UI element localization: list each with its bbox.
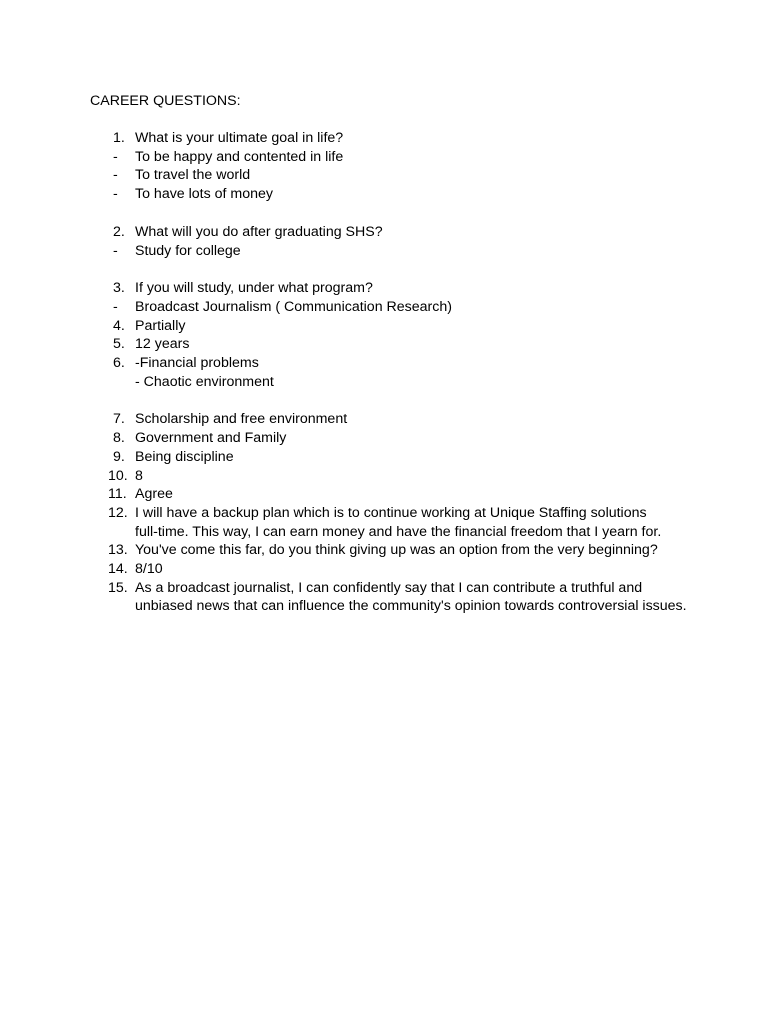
- list-item-text: 8: [135, 467, 143, 484]
- list-item: [108, 560, 748, 579]
- list-item-text: unbiased news that can influence the community's opinion towards controversial issues.: [135, 598, 687, 615]
- list-marker: -: [113, 186, 118, 203]
- list-item-text: Study for college: [135, 242, 241, 259]
- list-item-text: I will have a backup plan which is to continue working at Unique Staffing solutions: [135, 504, 647, 521]
- blank-line: [108, 260, 748, 279]
- list-item: [108, 467, 748, 486]
- list-item-text: Partially: [135, 317, 186, 334]
- list-marker: [108, 597, 135, 616]
- list-item: [108, 298, 748, 317]
- blank-line: [108, 204, 748, 223]
- list-item: [108, 317, 748, 336]
- list-item: [108, 223, 748, 242]
- list-marker: -: [113, 167, 118, 184]
- list-item-text: If you will study, under what program?: [135, 280, 373, 297]
- list-item-text: 8/10: [135, 561, 163, 578]
- list-marker: 14.: [108, 561, 128, 578]
- list-item: [108, 448, 748, 467]
- list-marker: 6.: [113, 355, 125, 372]
- list-item: [108, 504, 748, 523]
- list-item: [108, 579, 748, 598]
- list-marker: 11.: [108, 486, 127, 503]
- list-item-text: What will you do after graduating SHS?: [135, 223, 383, 240]
- blank-line: [108, 391, 748, 410]
- list-item-text: - Chaotic environment: [135, 373, 274, 390]
- list-item-continuation: [108, 373, 748, 392]
- list-marker: -: [113, 242, 118, 259]
- list-item: [108, 335, 748, 354]
- list-item: [108, 410, 748, 429]
- list-marker: -: [113, 298, 118, 315]
- list-item-text: To have lots of money: [135, 186, 274, 203]
- list-item-text: To travel the world: [135, 167, 251, 184]
- list-item: [108, 129, 748, 148]
- list-item-text: Scholarship and free environment: [135, 411, 348, 428]
- list-item-continuation: [108, 597, 748, 616]
- list-marker: 4.: [113, 317, 125, 334]
- list-item-text: Being discipline: [135, 448, 234, 465]
- list-item: [108, 242, 748, 261]
- list-item: [108, 485, 748, 504]
- list-item: [108, 166, 748, 185]
- list-item-text: Government and Family: [135, 430, 287, 447]
- list-item: [108, 354, 748, 373]
- list-item-text: To be happy and contented in life: [135, 148, 344, 165]
- list-item-text: full-time. This way, I can earn money and have the financial freedom that I yearn for.: [135, 523, 662, 540]
- list-marker: 8.: [113, 430, 125, 447]
- list-marker: 3.: [113, 280, 125, 297]
- list-marker: -: [113, 148, 118, 165]
- list-marker: 2.: [113, 223, 125, 240]
- list-marker: 10.: [108, 467, 128, 484]
- list-marker: 1.: [113, 130, 125, 146]
- list-item-continuation: [108, 523, 748, 542]
- list-item-text: What is your ultimate goal in life?: [135, 130, 344, 146]
- list-item-text: -Financial problems: [135, 355, 259, 372]
- list-item: [108, 429, 748, 448]
- list-marker: 12.: [108, 504, 128, 521]
- list-marker: 5.: [113, 336, 125, 353]
- list-marker: [108, 523, 135, 542]
- list-marker: 7.: [113, 411, 125, 428]
- list-item-text: Agree: [135, 486, 173, 503]
- list-item-text: As a broadcast journalist, I can confidently say that I can contribute a truthful and: [135, 579, 643, 596]
- list-item: [108, 279, 748, 298]
- document-title: CAREER QUESTIONS:: [90, 93, 241, 109]
- list-item-text: 12 years: [135, 336, 190, 353]
- list-marker: [108, 373, 135, 392]
- list-item-text: Broadcast Journalism ( Communication Research): [135, 298, 452, 315]
- list-item: [108, 148, 748, 167]
- question-list: [108, 129, 748, 616]
- list-marker: 15.: [108, 579, 128, 596]
- list-marker: 9.: [113, 448, 125, 465]
- list-marker: 13.: [108, 542, 128, 559]
- list-item-text: You've come this far, do you think giving up was an option from the very beginning?: [135, 542, 658, 559]
- list-item: [108, 185, 748, 204]
- list-item: [108, 541, 748, 560]
